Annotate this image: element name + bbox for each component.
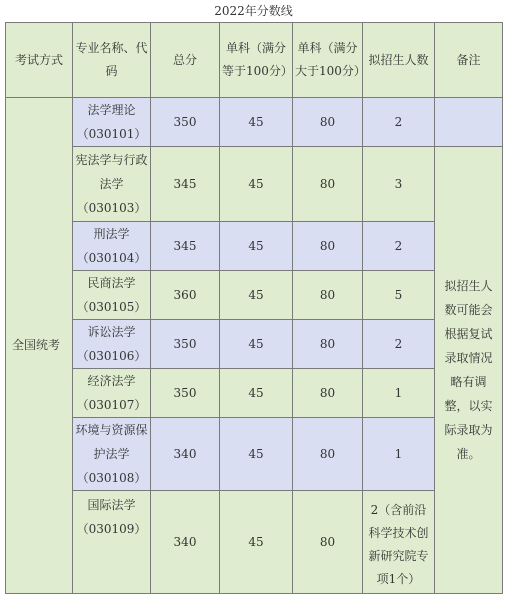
single-gt100-cell: 80 [293,369,363,418]
header-single-gt100: 单科（满分大于100分） [293,23,363,98]
single-gt100-cell: 80 [293,147,363,222]
major-cell: 诉讼法学（030106） [73,320,151,369]
enroll-cell: 3 [363,147,435,222]
single-eq100-cell: 45 [220,98,293,147]
header-enroll: 拟招生人数 [363,23,435,98]
single-eq100-cell: 45 [220,271,293,320]
total-score-cell: 350 [151,320,220,369]
enroll-cell: 2 [363,320,435,369]
header-major: 专业名称、代码 [73,23,151,98]
enroll-cell: 2（含前沿科学技术创新研究院专项1个） [363,491,435,594]
table-row [6,271,503,320]
enroll-cell: 2 [363,98,435,147]
major-cell: 刑法学（030104） [73,222,151,271]
header-row [6,23,503,98]
major-cell: 经济法学（030107） [73,369,151,418]
total-score-cell: 350 [151,98,220,147]
header-method: 考试方式 [6,23,73,98]
total-score-cell: 345 [151,147,220,222]
major-cell: 民商法学（030105） [73,271,151,320]
single-eq100-cell: 45 [220,491,293,594]
table-row [6,369,503,418]
single-eq100-cell: 45 [220,147,293,222]
major-cell: 国际法学（030109） [73,491,151,594]
table-row [6,320,503,369]
major-cell: 法学理论（030101） [73,98,151,147]
enroll-cell: 5 [363,271,435,320]
single-gt100-cell: 80 [293,320,363,369]
single-gt100-cell: 80 [293,98,363,147]
header-total: 总分 [151,23,220,98]
single-gt100-cell: 80 [293,222,363,271]
table-row [6,418,503,491]
table-row [6,147,503,222]
exam-method-cell: 全国统考 [6,98,73,594]
total-score-cell: 350 [151,369,220,418]
header-note: 备注 [435,23,503,98]
note-cell: 拟招生人数可能会根据复试录取情况略有调整，以实际录取为准。 [435,147,503,594]
total-score-cell: 340 [151,418,220,491]
single-eq100-cell: 45 [220,369,293,418]
single-eq100-cell: 45 [220,418,293,491]
single-eq100-cell: 45 [220,320,293,369]
table-row [6,98,503,147]
total-score-cell: 345 [151,222,220,271]
total-score-cell: 340 [151,491,220,594]
enroll-cell: 1 [363,369,435,418]
single-eq100-cell: 45 [220,222,293,271]
enroll-cell: 1 [363,418,435,491]
single-gt100-cell: 80 [293,418,363,491]
single-gt100-cell: 80 [293,271,363,320]
score-table [5,22,503,594]
total-score-cell: 360 [151,271,220,320]
enroll-cell: 2 [363,222,435,271]
header-single-eq100: 单科（满分等于100分） [220,23,293,98]
table-row [6,491,503,594]
page-title: 2022年分数线 [214,4,293,18]
major-cell: 宪法学与行政法学（030103） [73,147,151,222]
single-gt100-cell: 80 [293,491,363,594]
note-blank-cell [435,98,503,147]
table-row [6,222,503,271]
major-cell: 环境与资源保护法学（030108） [73,418,151,491]
